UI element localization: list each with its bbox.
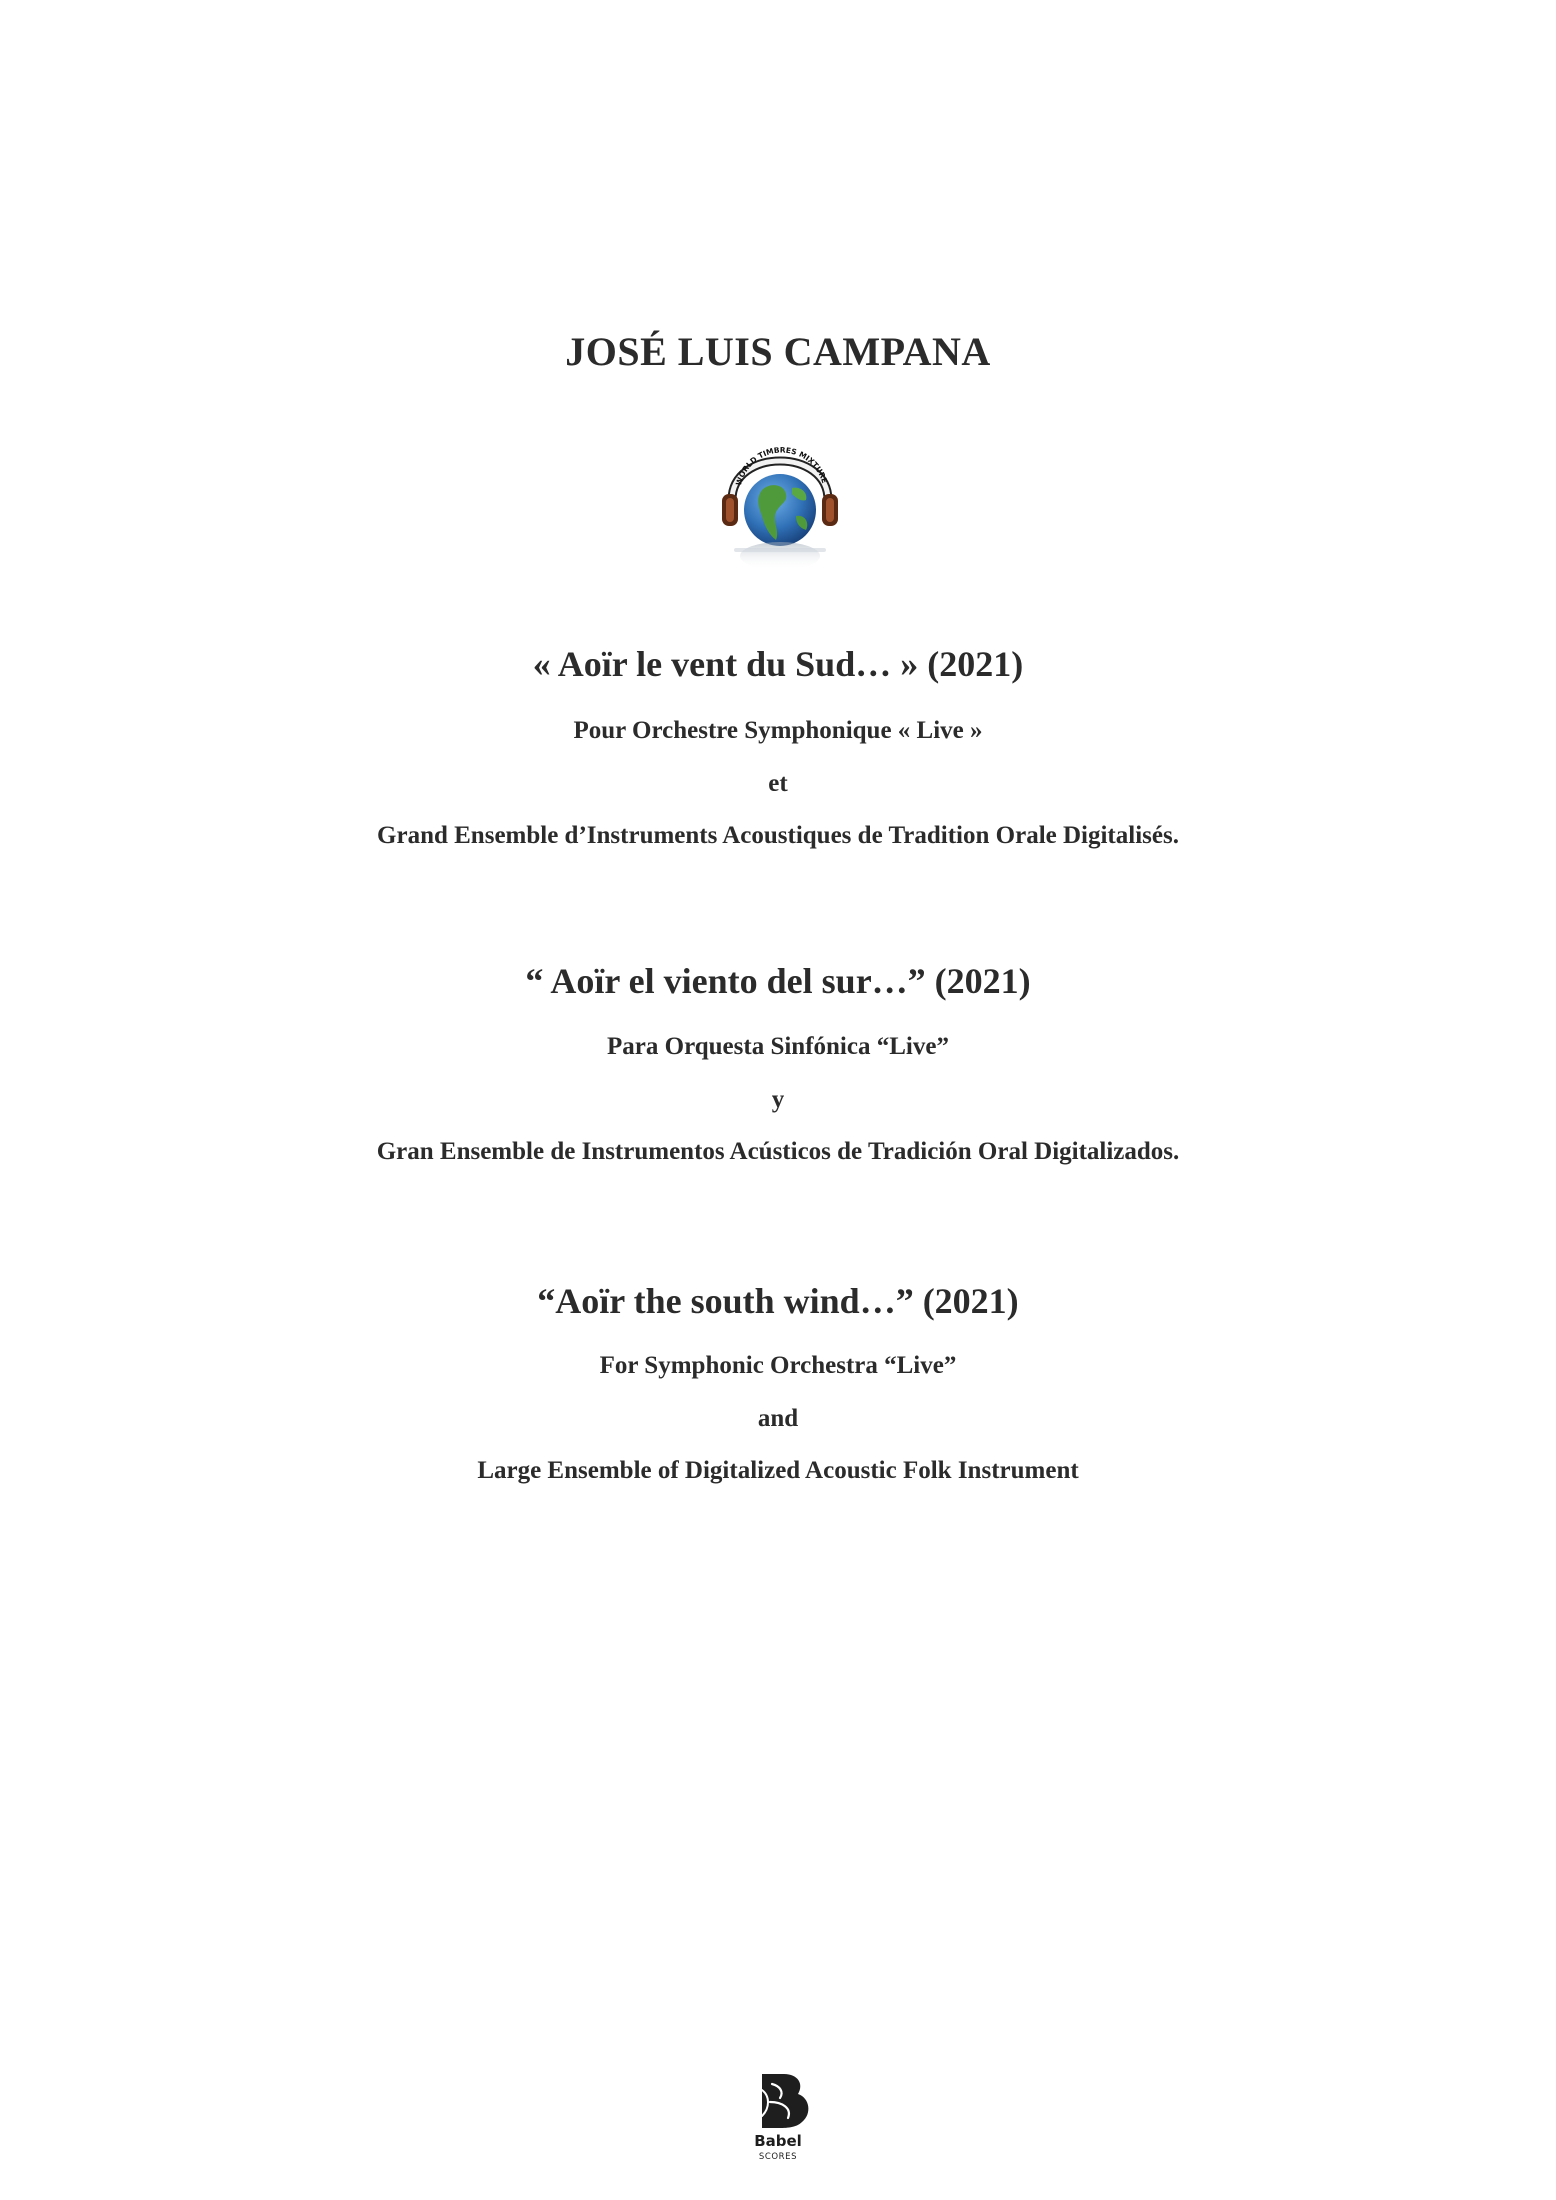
section-2-line-1: Para Orquesta Sinfónica “Live” — [607, 1033, 949, 1060]
section-2-title: “ Aoïr el viento del sur…” (2021) — [525, 961, 1031, 1001]
section-3-line-1: For Symphonic Orchestra “Live” — [599, 1352, 957, 1379]
publisher-sub: SCORES — [758, 2152, 798, 2162]
globe-with-headphones-icon — [710, 430, 850, 580]
logo-arc-text: WORLD TIMBRES MIXTURE — [733, 445, 830, 487]
section-1-line-2: Grand Ensemble d’Instruments Acoustiques de Tradition Orale Digitalisés. — [377, 822, 1179, 849]
section-3-line-2: Large Ensemble of Digitalized Acoustic Folk Instrument — [477, 1457, 1079, 1484]
section-1-title: « Aoïr le vent du Sud… » (2021) — [532, 644, 1024, 684]
composer-name: JOSÉ LUIS CAMPANA — [565, 329, 991, 374]
section-2-line-2: Gran Ensemble de Instrumentos Acústicos de Tradición Oral Digitalizados. — [376, 1138, 1180, 1165]
section-3-title: “Aoïr the south wind…” (2021) — [537, 1281, 1019, 1321]
section-2-conjunction: y — [771, 1086, 785, 1113]
section-3-conjunction: and — [757, 1405, 799, 1432]
publisher-name: Babel — [754, 2132, 802, 2150]
section-1-conjunction: et — [768, 770, 788, 797]
section-1-line-1: Pour Orchestre Symphonique « Live » — [573, 717, 983, 744]
babel-scores-logo-icon — [732, 2068, 824, 2164]
